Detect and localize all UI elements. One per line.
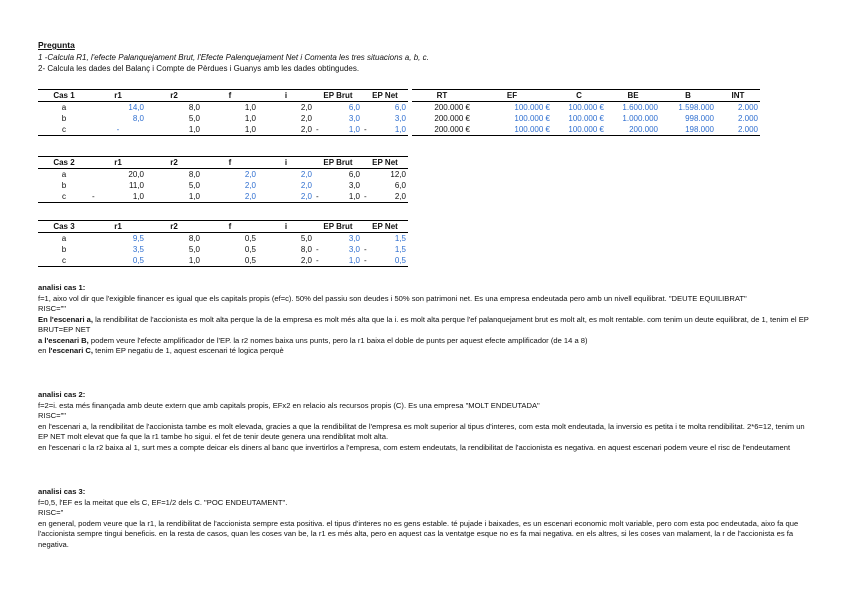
row-label: a xyxy=(61,103,67,112)
cell-ep-net xyxy=(362,191,408,203)
cell-r1 xyxy=(90,191,146,203)
cell-f: 0,5 xyxy=(244,245,256,254)
cell-be: 1.000.000 xyxy=(622,114,658,123)
cell-i: 8,0 xyxy=(300,245,312,254)
cell-r1: 0,5 xyxy=(90,255,146,267)
cell-f: 2,0 xyxy=(202,191,258,203)
analysis-paragraph: f=2=i. esta més finançada amb deute extern que amb capitals propis, EFx2 en relacio als recursos propis (C). Es una empresa "MOLT ENDEUTADA" xyxy=(38,400,540,410)
balance-header-row xyxy=(412,90,760,102)
analysis-paragraph xyxy=(38,336,814,347)
cell-f: 1,0 xyxy=(244,103,256,112)
cell-ep-net: 6,0 xyxy=(394,181,406,190)
paragraph-text: la rendibilitat de l'accionista es molt alta perque la de la empresa es molt més alta que la i. es molt alta perque l'ef palanquejament brut es molt alt, es molt rentable. com tenim un deute equilibrat, de 1, tenim el EP BRUT=EP NET xyxy=(38,314,809,334)
cell-i: 5,0 xyxy=(300,234,312,243)
header-r2: r2 xyxy=(146,157,202,169)
row-label: c xyxy=(38,255,90,267)
header-ep-brut: EP Brut xyxy=(314,221,362,233)
cell-c: 100.000 € xyxy=(552,124,606,136)
table-row xyxy=(38,169,408,181)
header-ep-net: EP Net xyxy=(362,157,408,169)
risc-line: RISC=" xyxy=(38,508,64,517)
case3-table xyxy=(38,220,408,267)
analysis-paragraph xyxy=(38,315,814,336)
cell-be: 1.600.000 xyxy=(622,103,658,112)
instruction-2: 2- Calcula les dades del Balanç i Compte de Pèrdues i Guanys amb les dades obtingudes. xyxy=(38,64,360,73)
table-row xyxy=(412,113,760,124)
cell-b: 198.000 xyxy=(660,124,716,136)
header-i: i xyxy=(258,90,314,102)
minus-sign: - xyxy=(364,245,367,254)
header-f: f xyxy=(202,157,258,169)
analysis-case3-title: analisi cas 3: xyxy=(38,487,86,496)
cell-value: 2,0 xyxy=(394,192,406,201)
bold-lead: En l'escenari a, xyxy=(38,314,93,324)
header-r2: r2 xyxy=(146,221,202,233)
table-row xyxy=(38,255,408,267)
cell-i: 2,0 xyxy=(258,124,314,136)
header-i: i xyxy=(258,157,314,169)
analysis-case2 xyxy=(38,390,814,453)
cell-ep-net: 12,0 xyxy=(390,170,406,179)
analysis-paragraph: en l'escenari c la r2 baixa al 1, surt mes a compte deicar els diners al banc que invertirlos a l'empresa, com estem endeutats, la rendibilitat de l'accionista es negativa. en aquest escenari podem veure el risc de l'endeutament xyxy=(38,442,791,452)
cell-r2: 1,0 xyxy=(146,255,202,267)
case1-header-label: Cas 1 xyxy=(38,90,90,102)
cell-ep-net: 3,0 xyxy=(394,114,406,123)
case2-header-label: Cas 2 xyxy=(38,157,90,169)
row-label: a xyxy=(61,170,67,179)
cell-ep-brut xyxy=(314,244,362,255)
cell-r1: 14,0 xyxy=(128,103,144,112)
table-row xyxy=(38,180,408,191)
instruction-1: 1 -Calcula R1, l'efecte Palanquejament Brut, l'Efecte Palenquejament Net i Comenta les tres situacions a, b, c. xyxy=(38,53,429,62)
analysis-case2-title: analisi cas 2: xyxy=(38,390,86,399)
table-row xyxy=(412,102,760,114)
case2-table xyxy=(38,156,408,203)
table-row xyxy=(38,233,408,245)
cell-r2: 1,0 xyxy=(146,124,202,136)
cell-r2: 1,0 xyxy=(146,191,202,203)
cell-ef: 100.000 € xyxy=(472,124,552,136)
cell-rt: 200.000 € xyxy=(434,103,470,112)
analysis-paragraph: en l'escenari a, la rendibilitat de l'accionista tambe es molt elevada, gracies a que la rendibilitat de l'empresa es molt superior al tipus d'interes, com esta molt endeutada, la inversio es petita i te molta rendibilitat. 2*6=12, tenim un EP NET molt elevat que fa que la r1 tambe ho sigui. el fet de tenir deute genera una rendiblitat molt alta. xyxy=(38,421,805,441)
header-r1: r1 xyxy=(90,221,146,233)
cell-ep-brut xyxy=(314,124,362,136)
header-ep-brut: EP Brut xyxy=(314,90,362,102)
cell-f: 1,0 xyxy=(202,124,258,136)
bold-lead: a l'escenari B, xyxy=(38,335,89,345)
cell-ep-net xyxy=(362,124,408,136)
analysis-paragraph xyxy=(38,346,814,357)
row-label: b xyxy=(61,245,67,254)
row-label: c xyxy=(38,191,90,203)
cell-r2: 8,0 xyxy=(188,170,200,179)
cell-ep-brut: 6,0 xyxy=(348,170,360,179)
cell-rt: 200.000 € xyxy=(412,124,472,136)
cell-r2: 8,0 xyxy=(188,103,200,112)
case1-header-row xyxy=(38,90,408,102)
table-row xyxy=(412,124,760,136)
cell-r1: 3,5 xyxy=(132,245,144,254)
table-row xyxy=(38,191,408,203)
cell-value: 1,0 xyxy=(132,192,144,201)
cell-ep-net xyxy=(362,255,408,267)
cell-int: 2.000 xyxy=(716,124,760,136)
header-f: f xyxy=(202,90,258,102)
table-row xyxy=(38,102,408,114)
cell-r1: 9,5 xyxy=(132,234,144,243)
cell-ep-net xyxy=(362,244,408,255)
cell-f: 0,5 xyxy=(244,234,256,243)
minus-sign: - xyxy=(92,192,95,201)
row-label: b xyxy=(61,114,67,123)
table-row xyxy=(38,113,408,124)
cell-ep-brut: 3,0 xyxy=(348,181,360,190)
row-label: b xyxy=(61,181,67,190)
header-b: B xyxy=(660,90,716,102)
header-i: i xyxy=(258,221,314,233)
analysis-case3 xyxy=(38,487,814,550)
cell-value: 3,0 xyxy=(348,245,360,254)
paragraph-text: tenim EP negatiu de 1, aquest escenari té logica perquè xyxy=(93,346,284,355)
cell-r1: 20,0 xyxy=(128,170,144,179)
cell-r1: - xyxy=(90,124,146,136)
case1-balance-table xyxy=(412,89,760,136)
minus-sign: - xyxy=(316,125,319,134)
row-label: a xyxy=(61,234,67,243)
cell-r2: 5,0 xyxy=(188,245,200,254)
analysis-paragraph: en general, podem veure que la r1, la rendibilitat de l'accionista sempre esta positiva. el tipus d'interes no es gens estable. té pujade i baixades, es un escenari economic molt variable, pero com esta poc endeutada, aixo fa que l'accionista sempre tingui beneficis. en la resta de casos, quan les coses van be, la r1 es més alta, pero en aquest cas la ventatge esque no es fa mai negativa. en els altres, si les coses van malament, la r de l'accionista es fa negativa. xyxy=(38,518,799,549)
analysis-paragraph: f=0,5, l'EF es la meitat que els C, EF=1/2 dels C. "POC ENDEUTAMENT". xyxy=(38,497,288,507)
header-r1: r1 xyxy=(90,90,146,102)
cell-int: 2.000 xyxy=(737,103,758,112)
cell-r2: 5,0 xyxy=(188,114,200,123)
cell-r2: 5,0 xyxy=(188,181,200,190)
cell-value: 1,0 xyxy=(348,256,360,265)
bold-lead: l'escenari C, xyxy=(48,346,94,355)
cell-value: 1,0 xyxy=(394,125,406,134)
case3-header-row xyxy=(38,221,408,233)
cell-c: 100.000 € xyxy=(568,114,604,123)
minus-sign: - xyxy=(364,192,367,201)
minus-sign: - xyxy=(364,125,367,134)
cell-r2: 8,0 xyxy=(188,234,200,243)
cell-ep-brut: 3,0 xyxy=(348,234,360,243)
cell-f: 2,0 xyxy=(244,170,256,179)
case1-table xyxy=(38,89,408,136)
analysis-case1 xyxy=(38,283,814,357)
header-ef: EF xyxy=(472,90,552,102)
cell-i: 2,0 xyxy=(300,181,312,190)
case3-header-label: Cas 3 xyxy=(38,221,90,233)
cell-i: 2,0 xyxy=(258,191,314,203)
cell-value: 1,0 xyxy=(348,125,360,134)
cell-ep-net: 1,5 xyxy=(394,234,406,243)
table-row xyxy=(38,124,408,136)
risc-line: RISC="" xyxy=(38,411,66,420)
cell-f: 0,5 xyxy=(202,255,258,267)
cell-ep-brut xyxy=(314,255,362,267)
cell-value: 1,5 xyxy=(394,245,406,254)
header-int: INT xyxy=(716,90,760,102)
cell-i: 2,0 xyxy=(258,255,314,267)
cell-int: 2.000 xyxy=(737,114,758,123)
cell-ep-brut: 3,0 xyxy=(348,114,360,123)
header-r1: r1 xyxy=(90,157,146,169)
header-r2: r2 xyxy=(146,90,202,102)
cell-ep-brut: 6,0 xyxy=(348,103,360,112)
header-ep-net: EP Net xyxy=(362,90,408,102)
cell-i: 2,0 xyxy=(300,103,312,112)
cell-value: 0,5 xyxy=(394,256,406,265)
cell-r1: 8,0 xyxy=(132,114,144,123)
minus-sign: - xyxy=(316,192,319,201)
table-row xyxy=(38,244,408,255)
analysis-case1-title: analisi cas 1: xyxy=(38,283,86,292)
case2-header-row xyxy=(38,157,408,169)
cell-c: 100.000 € xyxy=(568,103,604,112)
cell-r1: 11,0 xyxy=(129,181,144,190)
cell-be: 200.000 xyxy=(606,124,660,136)
header-c: C xyxy=(552,90,606,102)
minus-sign: - xyxy=(316,245,319,254)
analysis-paragraph: f=1, aixo vol dir que l'exigible financer es igual que els capitals propis (ef=c). 50% del passiu son deudes i 50% son patrimoni net. Es una empresa endeutada pero amb un nivell equilibrat. "DEUTE EQUILIBRAT" xyxy=(38,293,747,303)
minus-sign: - xyxy=(364,256,367,265)
paragraph-prefix: en xyxy=(38,346,49,355)
page-heading: Pregunta xyxy=(38,40,75,50)
cell-i: 2,0 xyxy=(300,114,312,123)
cell-f: 1,0 xyxy=(244,114,256,123)
header-f: f xyxy=(202,221,258,233)
paragraph-text: podem veure l'efecte amplificador de l'EP. la r2 nomes baixa uns punts, pero la r1 baixa el doble de punts per aquest efecte amplificador (de 14 a 8) xyxy=(88,335,588,345)
header-ep-net: EP Net xyxy=(362,221,408,233)
header-ep-brut: EP Brut xyxy=(314,157,362,169)
row-label: c xyxy=(38,124,90,136)
cell-ep-brut xyxy=(314,191,362,203)
cell-ef: 100.000 € xyxy=(514,103,550,112)
minus-sign: - xyxy=(316,256,319,265)
cell-i: 2,0 xyxy=(300,170,312,179)
cell-f: 2,0 xyxy=(244,181,256,190)
cell-ep-net: 6,0 xyxy=(394,103,406,112)
cell-value: 1,0 xyxy=(348,192,360,201)
cell-b: 1.598.000 xyxy=(678,103,714,112)
cell-b: 998.000 xyxy=(685,114,714,123)
cell-rt: 200.000 € xyxy=(434,114,470,123)
cell-ef: 100.000 € xyxy=(514,114,550,123)
header-rt: RT xyxy=(412,90,472,102)
header-be: BE xyxy=(606,90,660,102)
risc-line: RISC="" xyxy=(38,304,66,313)
